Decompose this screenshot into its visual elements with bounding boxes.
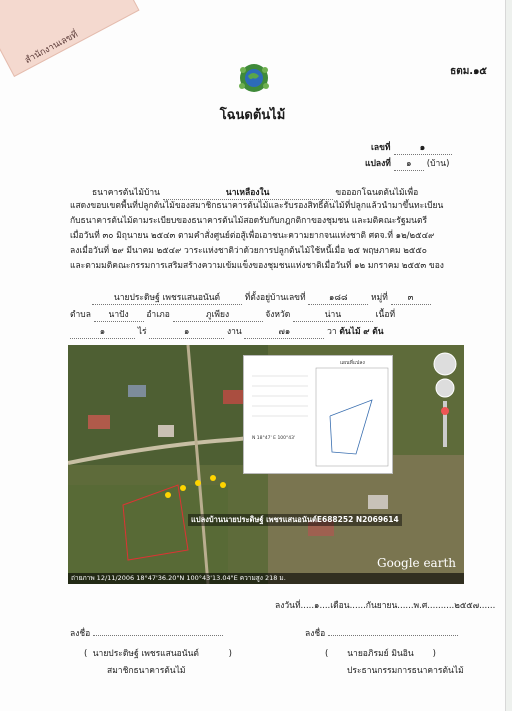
body-line: กับธนาคารต้นไม้ตามระเบียบของธนาคารต้นไม้สอดรับกับกฎกติกาของชุมชน และมติคณะรัฐมนตรี [70, 216, 428, 226]
satellite-map [68, 345, 464, 584]
map-status-bar: ถ่ายภาพ 12/11/2006 18°47'36.20"N 100°43'13.04"E ความสูง 218 ม. [68, 573, 464, 584]
date-line: ลงวันที่.....๑....เดือน......กันยายน......พ.ศ..........๒๕๕๗...... [275, 601, 496, 611]
area-line: ๑ ไร่ ๑ งาน ๗๑ วา ต้นไม้ ๙ ต้น [70, 324, 384, 339]
body-text [70, 199, 475, 274]
signer-left-role: สมาชิกธนาคารต้นไม้ [107, 666, 186, 676]
signature-right: ลงชื่อ [305, 626, 458, 640]
body-line: ลงเมื่อวันที่ ๒๙ มีนาคม ๒๕๔๙ วาระแห่งชาติว่าด้วยการปลูกต้นไม้ใช้หนี้เมื่อ ๒๕ พฤษภาคม ๒๕๕๐ [70, 246, 427, 256]
plot-caption: แปลงบ้านนายประดิษฐ์ เพชรแสนอนันต์E688252 N2069614 [188, 514, 402, 526]
overlay-note: N 18°47' E 100°43' [252, 436, 296, 441]
signer-left-name: ( นายประดิษฐ์ เพชรแสนอนันต์ ) [84, 649, 232, 659]
tree-bank-logo-icon [237, 62, 271, 94]
google-earth-logo: Google earth [376, 556, 456, 570]
owner-line: นายประดิษฐ์ เพชรแสนอนันต์ ที่ตั้งอยู่บ้านเลขที่ ๑๘๘ หมู่ที่ ๓ [92, 290, 431, 305]
body-line: และตามมติคณะกรรมการเสริมสร้างความเข้มแข็งของชุมชนแห่งชาติเมื่อวันที่ ๑๒ มกราคม ๒๕๕๓ ของ [70, 261, 444, 271]
plot-survey-overlay [243, 355, 393, 474]
page-title: โฉนดต้นไม้ [219, 108, 286, 123]
bank-line: ธนาคารต้นไม้บ้าน นาเหลืองใน ขอออกโฉนดต้นไม้เพื่อ [92, 185, 418, 200]
deed-number: เลขที่ ๑ [371, 140, 452, 155]
signer-right-role: ประธานกรรมการธนาคารต้นไม้ [347, 666, 464, 676]
body-line: แสดงขอบเขตพื้นที่ปลูกต้นไม้ของสมาชิกธนาคารต้นไม้และรับรองสิทธิ์ต้นไม้ที่ปลูกแล้วนำมาขึ้นทะเบียน [70, 201, 444, 211]
signature-left: ลงชื่อ [70, 626, 223, 640]
signer-right-name: ( นายอภิรมย์ มินอิน ) [325, 649, 436, 659]
overlay-title: แผนที่แปลง [340, 360, 365, 366]
map-navigation[interactable] [432, 351, 458, 455]
body-line: เมื่อวันที่ ๓๐ มิถุนายน ๒๕๔๓ ตามคำสั่งศูนย์ต่อสู้เพื่อเอาชนะความยากจนแห่งชาติ ศตจ.ที่ ๑๒/๒๕๔๙ [70, 231, 435, 241]
plot-survey-diagram [244, 356, 392, 473]
plot-number: แปลงที่ ๑ (บ้าน) [365, 156, 449, 171]
form-number: ธตม.๑๕ [450, 66, 487, 77]
zoom-handle-icon [441, 407, 449, 415]
compass-icon [434, 353, 456, 375]
location-line: ตำบล นาปัง อำเภอ ภูเพียง จังหวัด น่าน เนื้อที่ [70, 307, 395, 322]
pan-icon [436, 379, 454, 397]
stamp-text: สำนักงานเลขที่ [23, 29, 80, 67]
